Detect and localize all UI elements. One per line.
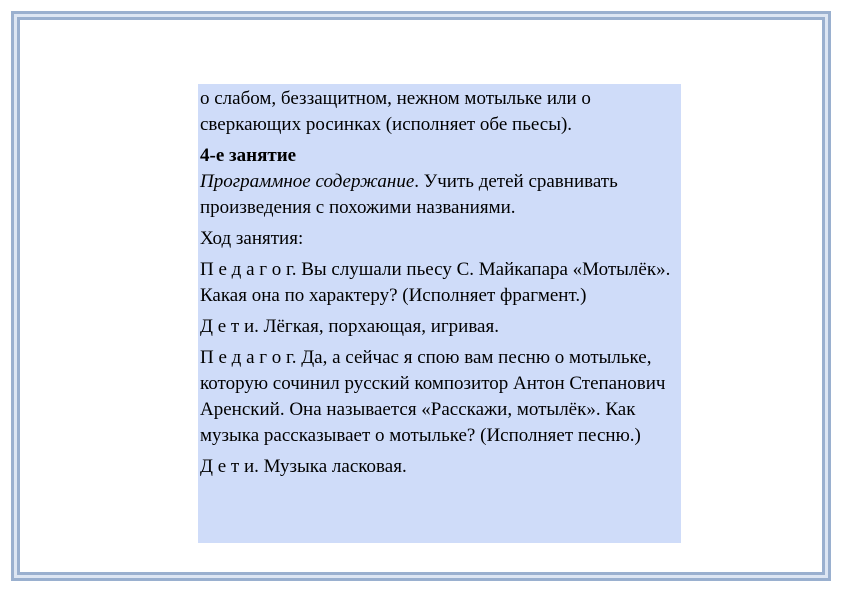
paragraph-teacher-1: П е д а г о г. Вы слушали пьесу С. Майкапара «Мотылёк». Какая она по характеру? (Исполняет фрагмент.) bbox=[200, 259, 671, 306]
lesson-heading bbox=[200, 143, 677, 169]
paragraph-intro: о слабом, беззащитном, нежном мотыльке или о сверкающих росинках (исполняет обе пьесы). bbox=[200, 88, 591, 135]
paragraph-program bbox=[200, 169, 677, 221]
program-text: . Учить детей сравнивать произведения с похожими названиями. bbox=[200, 171, 618, 218]
program-label: Программное содержание bbox=[200, 171, 415, 192]
text-box bbox=[198, 84, 681, 543]
paragraph-children-2: Д е т и. Музыка ласковая. bbox=[200, 456, 407, 477]
paragraph-course: Ход занятия: bbox=[200, 228, 304, 249]
lesson-heading-text: 4-е занятие bbox=[200, 145, 297, 166]
paragraph-children-1: Д е т и. Лёгкая, порхающая, игривая. bbox=[200, 316, 499, 337]
paragraph-teacher-2: П е д а г о г. Да, а сейчас я спою вам песню о мотыльке, которую сочинил русский композитор Антон Степанович Аренский. Она называется «Расскажи, мотылёк». Как музыка рассказывает о мотыльке? (Исполняет песню.) bbox=[200, 347, 666, 446]
